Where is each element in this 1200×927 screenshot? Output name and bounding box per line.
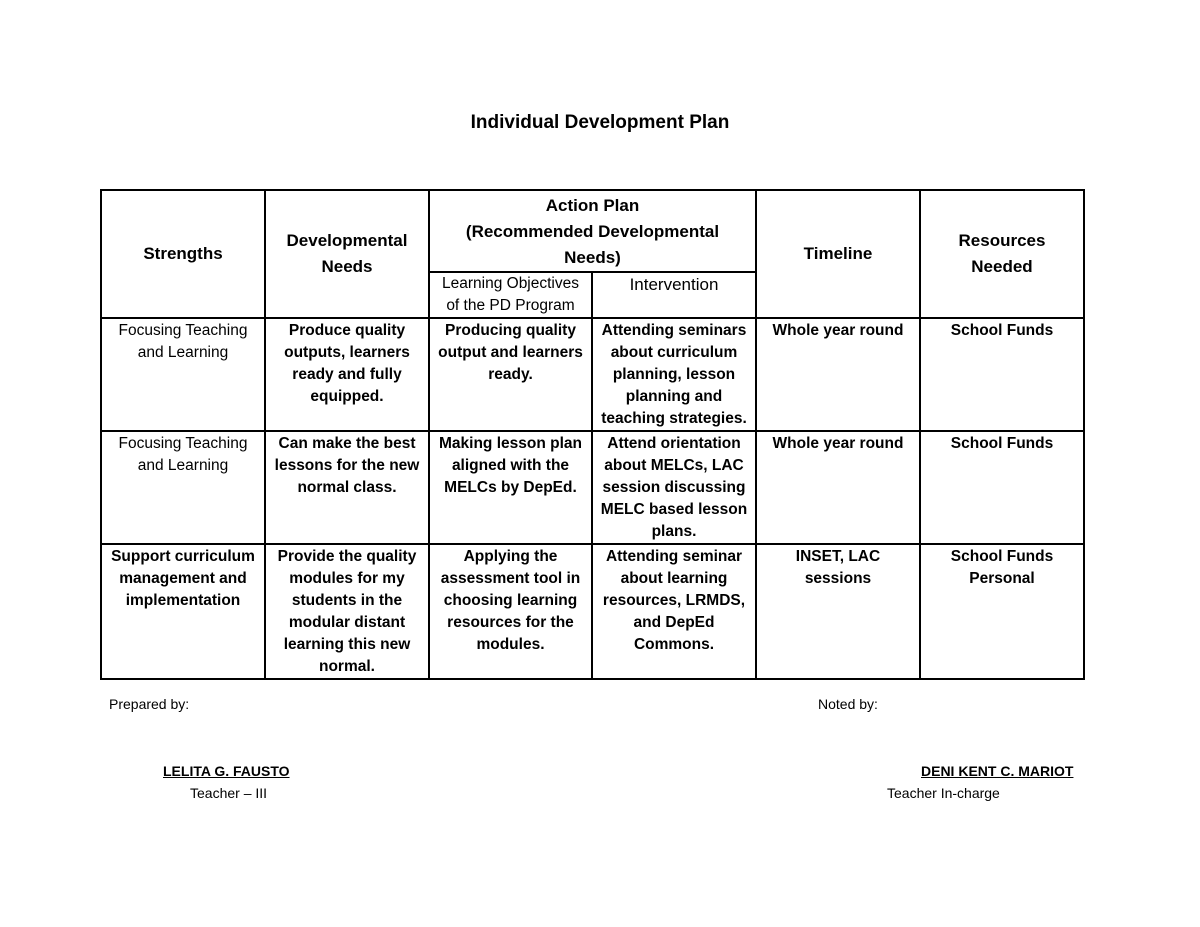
header-intervention: Intervention (592, 272, 756, 318)
cell-objective: Making lesson plan aligned with the MELCs by DepEd. (429, 431, 592, 544)
cell-intervention: Attending seminar about learning resources, LRMDS, and DepEd Commons. (592, 544, 756, 679)
preparer-name: LELITA G. FAUSTO (163, 763, 290, 779)
cell-objective: Producing quality output and learners ready. (429, 318, 592, 431)
header-resources-needed: Resources Needed (920, 190, 1084, 318)
noter-name: DENI KENT C. MARIOT (921, 763, 1074, 779)
cell-strength: Support curriculum management and implementation (101, 544, 265, 679)
header-learning-objectives: Learning Objectives of the PD Program (429, 272, 592, 318)
cell-timeline: Whole year round (756, 431, 920, 544)
cell-intervention: Attend orientation about MELCs, LAC session discussing MELC based lesson plans. (592, 431, 756, 544)
prepared-by-label: Prepared by: (109, 696, 190, 712)
table-row (101, 544, 1084, 679)
cell-resources: School Funds Personal (920, 544, 1084, 679)
cell-need: Produce quality outputs, learners ready and fully equipped. (265, 318, 429, 431)
preparer-title: Teacher – III (190, 785, 268, 801)
cell-timeline: INSET, LAC sessions (756, 544, 920, 679)
cell-need: Provide the quality modules for my students in the modular distant learning this new normal. (265, 544, 429, 679)
header-action-plan: Action Plan (Recommended Developmental Needs) (429, 190, 756, 272)
noter-title: Teacher In-charge (887, 785, 1000, 801)
cell-objective: Applying the assessment tool in choosing learning resources for the modules. (429, 544, 592, 679)
header-strengths: Strengths (101, 190, 265, 318)
table-row (101, 318, 1084, 431)
table-row (101, 431, 1084, 544)
cell-strength: Focusing Teaching and Learning (101, 318, 265, 431)
cell-strength: Focusing Teaching and Learning (101, 431, 265, 544)
header-developmental-needs: Developmental Needs (265, 190, 429, 318)
development-plan-table (100, 189, 1085, 680)
cell-resources: School Funds (920, 318, 1084, 431)
cell-timeline: Whole year round (756, 318, 920, 431)
noted-by-label: Noted by: (818, 696, 878, 712)
cell-need: Can make the best lessons for the new normal class. (265, 431, 429, 544)
cell-resources: School Funds (920, 431, 1084, 544)
header-timeline: Timeline (756, 190, 920, 318)
cell-intervention: Attending seminars about curriculum planning, lesson planning and teaching strategies. (592, 318, 756, 431)
document-title: Individual Development Plan (470, 112, 730, 133)
